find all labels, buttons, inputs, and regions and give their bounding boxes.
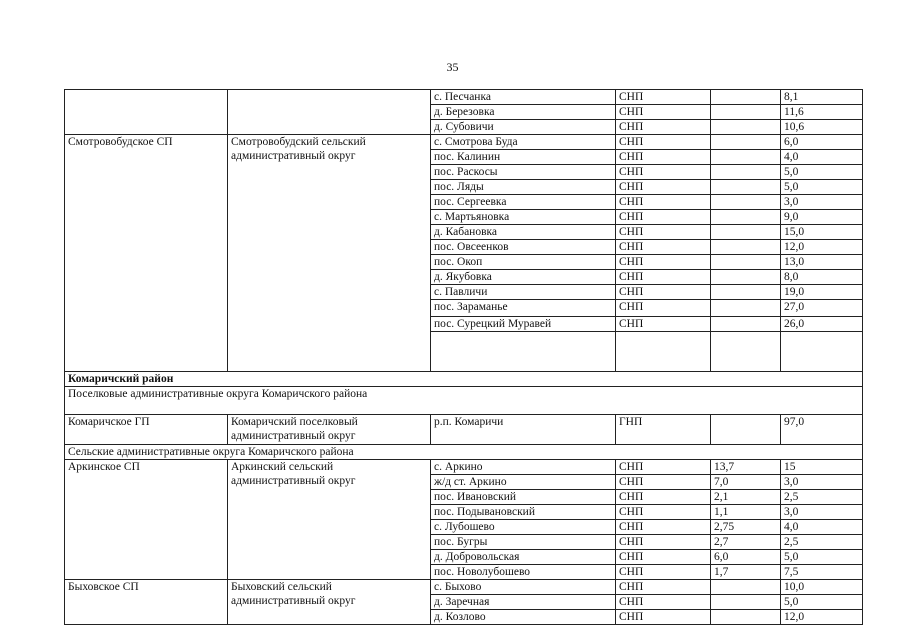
settlement-type: СНП — [616, 150, 711, 165]
settlement-name: пос. Сурецкий Муравей — [431, 317, 616, 332]
settlement-type: СНП — [616, 520, 711, 535]
settlement-type: СНП — [616, 475, 711, 490]
value-2: 5,0 — [781, 595, 863, 610]
value-2: 26,0 — [781, 317, 863, 332]
value-2: 5,0 — [781, 180, 863, 195]
settlement-type: СНП — [616, 90, 711, 105]
settlement-name: с. Павличи — [431, 285, 616, 300]
settlement-type: СНП — [616, 285, 711, 300]
section-header: Комаричский район — [65, 372, 863, 387]
settlement-name: д. Березовка — [431, 105, 616, 120]
value-2: 8,1 — [781, 90, 863, 105]
value-2: 9,0 — [781, 210, 863, 225]
value-1 — [711, 90, 781, 105]
settlement-name: д. Якубовка — [431, 270, 616, 285]
value-2: 2,5 — [781, 490, 863, 505]
value-2: 5,0 — [781, 165, 863, 180]
value-2: 3,0 — [781, 195, 863, 210]
value-2: 3,0 — [781, 475, 863, 490]
settlement-type: СНП — [616, 240, 711, 255]
value-2: 97,0 — [781, 415, 863, 445]
settlement-name: пос. Зараманье — [431, 300, 616, 317]
value-1: 13,7 — [711, 460, 781, 475]
municipality-name: Смотровобудское СП — [65, 135, 228, 372]
settlement-name: пос. Сергеевка — [431, 195, 616, 210]
settlement-type: СНП — [616, 535, 711, 550]
value-2: 6,0 — [781, 135, 863, 150]
value-2: 3,0 — [781, 505, 863, 520]
value-2: 5,0 — [781, 550, 863, 565]
value-1 — [711, 255, 781, 270]
municipality-name: Аркинское СП — [65, 460, 228, 580]
settlement-name: с. Мартьяновка — [431, 210, 616, 225]
settlement-name: пос. Ивановский — [431, 490, 616, 505]
settlement-type: СНП — [616, 300, 711, 317]
value-1: 6,0 — [711, 550, 781, 565]
administrative-district: Быховский сельский административный округ — [228, 580, 431, 625]
settlement-name: с. Аркино — [431, 460, 616, 475]
value-2: 15 — [781, 460, 863, 475]
value-1 — [711, 225, 781, 240]
value-2: 11,6 — [781, 105, 863, 120]
settlement-name: пос. Калинин — [431, 150, 616, 165]
value-1 — [711, 135, 781, 150]
table-row — [65, 415, 863, 445]
settlement-type: СНП — [616, 505, 711, 520]
table-row — [65, 135, 863, 150]
settlement-type: СНП — [616, 195, 711, 210]
settlement-name: д. Кабановка — [431, 225, 616, 240]
value-1 — [711, 595, 781, 610]
table-row — [65, 580, 863, 595]
section-header-row — [65, 387, 863, 415]
administrative-district — [228, 90, 431, 135]
value-2: 19,0 — [781, 285, 863, 300]
value-1 — [711, 270, 781, 285]
section-header-row — [65, 445, 863, 460]
settlement-type: СНП — [616, 595, 711, 610]
value-2: 7,5 — [781, 565, 863, 580]
value-2: 10,0 — [781, 580, 863, 595]
value-1 — [711, 180, 781, 195]
table-row — [65, 460, 863, 475]
value-1 — [711, 415, 781, 445]
settlement-type — [616, 332, 711, 372]
value-1 — [711, 105, 781, 120]
settlement-name: д. Субовичи — [431, 120, 616, 135]
value-2: 12,0 — [781, 240, 863, 255]
section-header-row — [65, 372, 863, 387]
administrative-district: Аркинский сельский административный округ — [228, 460, 431, 580]
section-header: Сельские административные округа Комаричского района — [65, 445, 863, 460]
settlements-table — [64, 89, 863, 625]
settlement-name: р.п. Комаричи — [431, 415, 616, 445]
value-1: 2,7 — [711, 535, 781, 550]
settlement-type: СНП — [616, 550, 711, 565]
value-2: 15,0 — [781, 225, 863, 240]
settlement-name: пос. Окоп — [431, 255, 616, 270]
settlement-type: СНП — [616, 610, 711, 625]
value-2: 2,5 — [781, 535, 863, 550]
value-1 — [711, 610, 781, 625]
settlement-name: пос. Овсеенков — [431, 240, 616, 255]
settlement-type: СНП — [616, 165, 711, 180]
value-1 — [711, 580, 781, 595]
value-1 — [711, 150, 781, 165]
value-1: 1,1 — [711, 505, 781, 520]
administrative-district: Комаричский поселковый административный округ — [228, 415, 431, 445]
value-1 — [711, 300, 781, 317]
value-1: 2,1 — [711, 490, 781, 505]
settlement-name: с. Быхово — [431, 580, 616, 595]
settlement-type: СНП — [616, 210, 711, 225]
value-1: 7,0 — [711, 475, 781, 490]
value-2: 12,0 — [781, 610, 863, 625]
value-1 — [711, 240, 781, 255]
settlement-name: пос. Раскосы — [431, 165, 616, 180]
settlement-type: СНП — [616, 565, 711, 580]
settlement-type: ГНП — [616, 415, 711, 445]
settlement-name: с. Песчанка — [431, 90, 616, 105]
municipality-name: Комаричское ГП — [65, 415, 228, 445]
value-1 — [711, 285, 781, 300]
settlement-name: д. Козлово — [431, 610, 616, 625]
settlement-type: СНП — [616, 225, 711, 240]
settlement-name: пос. Ляды — [431, 180, 616, 195]
settlement-type: СНП — [616, 580, 711, 595]
settlement-name: пос. Бугры — [431, 535, 616, 550]
settlement-type: СНП — [616, 317, 711, 332]
value-2: 4,0 — [781, 520, 863, 535]
value-1 — [711, 120, 781, 135]
value-2: 13,0 — [781, 255, 863, 270]
value-1 — [711, 165, 781, 180]
settlement-type: СНП — [616, 135, 711, 150]
administrative-district: Смотровобудский сельский административный округ — [228, 135, 431, 372]
settlement-name — [431, 332, 616, 372]
value-2 — [781, 332, 863, 372]
settlement-type: СНП — [616, 180, 711, 195]
settlement-name: пос. Новолубошево — [431, 565, 616, 580]
settlement-name: ж/д ст. Аркино — [431, 475, 616, 490]
settlement-name: д. Заречная — [431, 595, 616, 610]
value-1 — [711, 332, 781, 372]
settlement-type: СНП — [616, 490, 711, 505]
table-row — [65, 90, 863, 105]
settlement-name: с. Лубошево — [431, 520, 616, 535]
section-header: Поселковые административные округа Комаричского района — [65, 387, 863, 415]
municipality-name: Быховское СП — [65, 580, 228, 625]
settlement-type: СНП — [616, 460, 711, 475]
settlement-type: СНП — [616, 270, 711, 285]
municipality-name — [65, 90, 228, 135]
settlement-type: СНП — [616, 255, 711, 270]
settlement-type: СНП — [616, 105, 711, 120]
value-2: 8,0 — [781, 270, 863, 285]
settlement-name: пос. Подывановский — [431, 505, 616, 520]
value-2: 10,6 — [781, 120, 863, 135]
value-1: 1,7 — [711, 565, 781, 580]
settlement-name: д. Добровольская — [431, 550, 616, 565]
value-1 — [711, 210, 781, 225]
value-2: 27,0 — [781, 300, 863, 317]
value-2: 4,0 — [781, 150, 863, 165]
settlement-name: с. Смотрова Буда — [431, 135, 616, 150]
settlement-type: СНП — [616, 120, 711, 135]
value-1 — [711, 317, 781, 332]
value-1: 2,75 — [711, 520, 781, 535]
page-number: 35 — [446, 60, 459, 74]
value-1 — [711, 195, 781, 210]
